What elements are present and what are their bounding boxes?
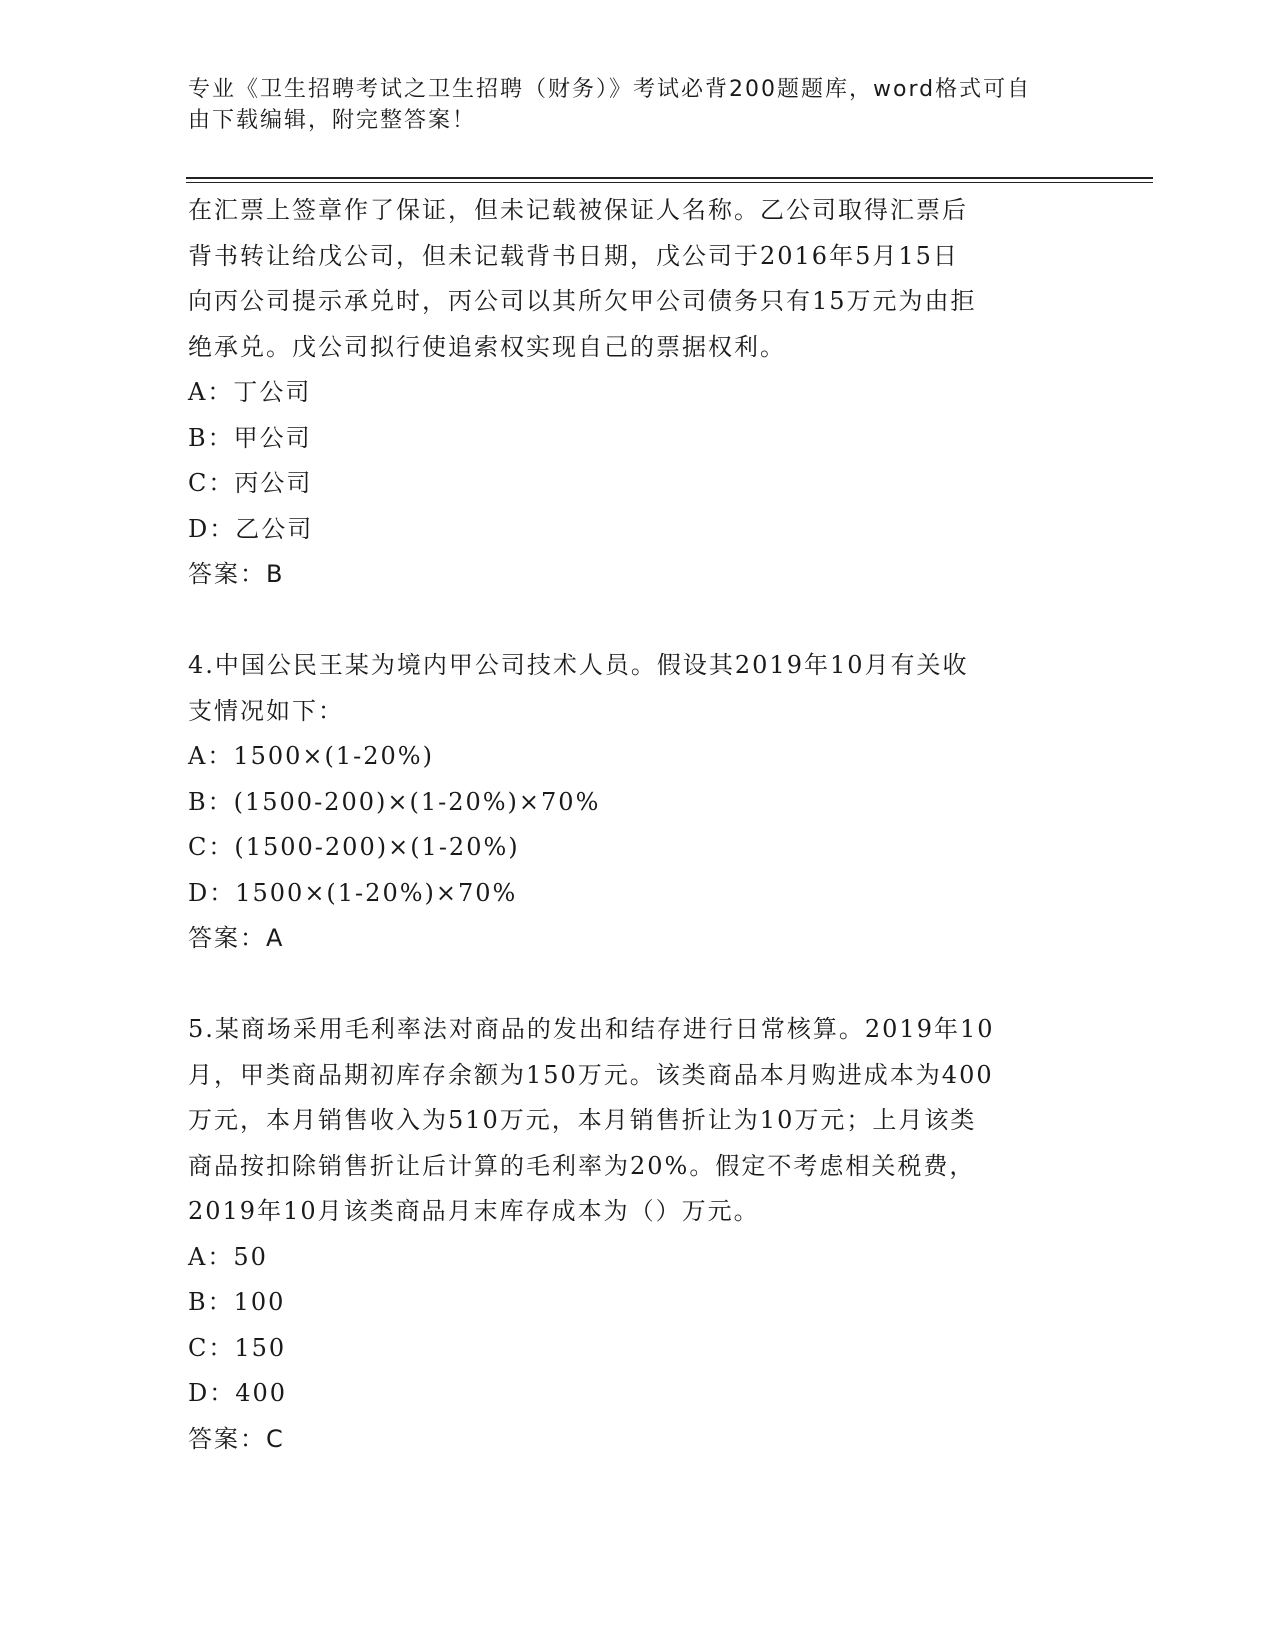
spacer [188, 962, 1088, 1008]
question-5-text-line: 万元，本月销售收入为510万元，本月销售折让为10万元；上月该类 [188, 1106, 977, 1134]
header-line-1: 专业《卫生招聘考试之卫生招聘（财务）》考试必背200题题库，word格式可自 [188, 77, 1032, 102]
question-4-text-line: 4.中国公民王某为境内甲公司技术人员。假设其2019年10月有关收 [188, 651, 969, 679]
question-5-option-a: A：50 [188, 1242, 268, 1271]
question-5 [188, 1007, 1088, 1462]
question-3-text-line: 在汇票上签章作了保证，但未记载被保证人名称。乙公司取得汇票后 [188, 196, 968, 224]
question-5-answer: 答案：C [188, 1424, 285, 1453]
document-body [188, 188, 1088, 1462]
question-3-text-line: 背书转让给戊公司，但未记载背书日期，戊公司于2016年5月15日 [188, 241, 959, 270]
header-rule-thick [186, 177, 1153, 179]
question-5-option-c: C：150 [188, 1333, 287, 1362]
question-3-option-c: C：丙公司 [188, 469, 313, 497]
question-3-text-line: 向丙公司提示承兑时，丙公司以其所欠甲公司债务只有15万元为由拒 [188, 287, 977, 315]
question-5-text-line: 5.某商场采用毛利率法对商品的发出和结存进行日常核算。2019年10 [188, 1015, 995, 1043]
question-5-text-line: 2019年10月该类商品月末库存成本为（）万元。 [188, 1197, 760, 1225]
question-4-answer: 答案：A [188, 924, 285, 952]
spacer [188, 598, 1088, 644]
question-3-option-a: A：丁公司 [188, 378, 312, 406]
question-4-option-a: A：1500×(1-20%) [188, 742, 434, 770]
header-rule-thin [186, 182, 1153, 183]
question-5-text-line: 月，甲类商品期初库存余额为150万元。该类商品本月购进成本为400 [188, 1060, 994, 1089]
question-3-answer: 答案：B [188, 560, 285, 588]
question-3-option-b: B：甲公司 [188, 423, 312, 452]
document-header [188, 74, 1088, 136]
question-3-option-d: D：乙公司 [188, 514, 314, 543]
question-4 [188, 643, 1088, 962]
header-line-2: 由下载编辑，附完整答案！ [188, 108, 477, 133]
question-5-option-d: D：400 [188, 1379, 288, 1407]
question-3 [188, 188, 1088, 598]
question-4-option-c: C：(1500-200)×(1-20%) [188, 833, 520, 861]
question-4-option-d: D：1500×(1-20%)×70% [188, 878, 518, 907]
question-4-option-b: B：(1500-200)×(1-20%)×70% [188, 787, 601, 816]
question-5-text-line: 商品按扣除销售折让后计算的毛利率为20%。假定不考虑相关税费， [188, 1151, 976, 1180]
question-3-text-line: 绝承兑。戊公司拟行使追索权实现自己的票据权利。 [188, 332, 786, 361]
question-5-option-b: B：100 [188, 1288, 286, 1316]
question-4-text-line: 支情况如下： [188, 696, 344, 725]
